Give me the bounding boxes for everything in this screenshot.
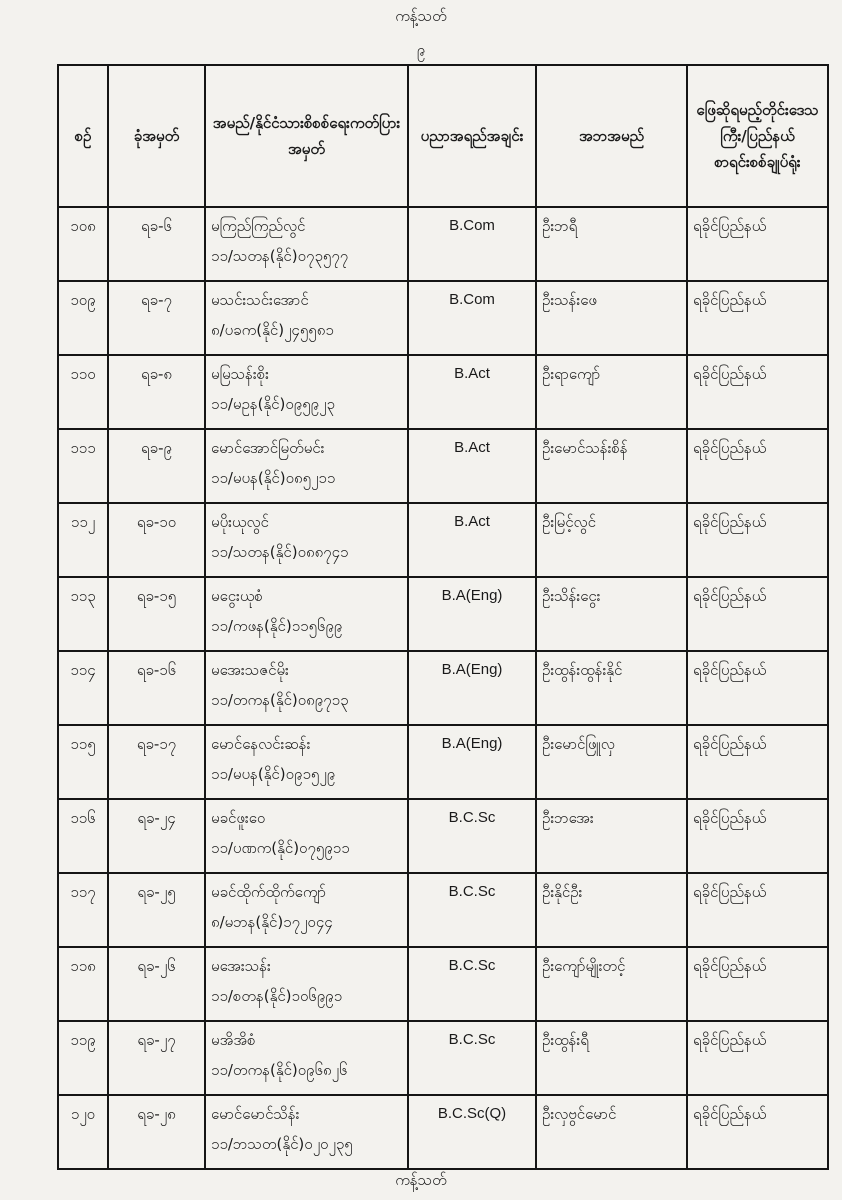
table-row (58, 429, 828, 503)
degree: B.Com (408, 207, 536, 281)
nrc-number: ၁၁/ကဖန(နိုင်)၁၁၅၆၉၉ (211, 617, 343, 635)
table-row (58, 207, 828, 281)
roll-number: ရခ-၁၅ (108, 577, 205, 651)
father-name: ဦးမောင်သန်းစိန် (536, 429, 687, 503)
header-degree: ပညာအရည်အချင်း (408, 65, 536, 207)
table-row (58, 503, 828, 577)
row-number: ၁၂၀ (58, 1095, 108, 1169)
father-name: ဦးသိန်းငွေး (536, 577, 687, 651)
exam-region: ရခိုင်ပြည်နယ် (687, 355, 828, 429)
degree: B.C.Sc (408, 873, 536, 947)
row-number: ၁၁၁ (58, 429, 108, 503)
exam-region: ရခိုင်ပြည်နယ် (687, 429, 828, 503)
exam-region: ရခိုင်ပြည်နယ် (687, 577, 828, 651)
nrc-number: ၈/မဘန(နိုင်)၁၇၂၀၄၄ (211, 913, 333, 931)
father-name: ဦးသန်းဖေ (536, 281, 687, 355)
name-nrc-cell (205, 1095, 408, 1169)
nrc-number: ၁၁/တကန(နိုင်)၀၉၆၈၂၆ (211, 1061, 348, 1079)
row-number: ၁၀၉ (58, 281, 108, 355)
roll-number: ရခ-၁၀ (108, 503, 205, 577)
table-row (58, 1021, 828, 1095)
father-name: ဦးထွန်းရီ (536, 1021, 687, 1095)
table-row (58, 355, 828, 429)
candidate-name: မပိုးယုလွင် (211, 513, 269, 531)
father-name: ဦးရာကျော် (536, 355, 687, 429)
exam-region: ရခိုင်ပြည်နယ် (687, 1095, 828, 1169)
roll-number: ရခ-၆ (108, 207, 205, 281)
father-name: ဦးမြင့်လွင် (536, 503, 687, 577)
exam-region: ရခိုင်ပြည်နယ် (687, 725, 828, 799)
exam-region: ရခိုင်ပြည်နယ် (687, 207, 828, 281)
degree: B.A(Eng) (408, 725, 536, 799)
roll-number: ရခ-၂၇ (108, 1021, 205, 1095)
row-number: ၁၀၈ (58, 207, 108, 281)
header-no: စဉ် (58, 65, 108, 207)
candidate-name: မသင်းသင်းအောင် (211, 291, 309, 309)
row-number: ၁၁၀ (58, 355, 108, 429)
name-nrc-cell (205, 355, 408, 429)
exam-region: ရခိုင်ပြည်နယ် (687, 947, 828, 1021)
roll-number: ရခ-၂၅ (108, 873, 205, 947)
row-number: ၁၁၂ (58, 503, 108, 577)
name-nrc-cell (205, 281, 408, 355)
exam-region: ရခိုင်ပြည်နယ် (687, 281, 828, 355)
name-nrc-cell (205, 503, 408, 577)
table-row (58, 577, 828, 651)
name-nrc-cell (205, 577, 408, 651)
degree: B.Com (408, 281, 536, 355)
table-row (58, 281, 828, 355)
roll-number: ရခ-၁၆ (108, 651, 205, 725)
candidate-name: မငွေးယုစံ (211, 587, 263, 605)
candidate-name: မခင်ဖူးဝေ (211, 809, 266, 827)
father-name: ဦးမောင်ဖြူလှ (536, 725, 687, 799)
degree: B.C.Sc (408, 799, 536, 873)
nrc-number: ၈/ပခက(နိုင်)၂၄၅၅၈၁ (211, 321, 334, 339)
row-number: ၁၁၇ (58, 873, 108, 947)
exam-region: ရခိုင်ပြည်နယ် (687, 503, 828, 577)
row-number: ၁၁၅ (58, 725, 108, 799)
roll-number: ရခ-၂၆ (108, 947, 205, 1021)
degree: B.Act (408, 355, 536, 429)
candidate-name: မောင်နေလင်းဆန်း (211, 735, 311, 753)
table-row (58, 873, 828, 947)
table-row (58, 947, 828, 1021)
restricted-header: ကန့်သတ် (395, 7, 447, 25)
page-number: ၉ (416, 41, 426, 59)
table-header-row (58, 65, 828, 207)
father-name: ဦးထွန်းထွန်းနိုင် (536, 651, 687, 725)
table-body (58, 207, 828, 1169)
degree: B.A(Eng) (408, 577, 536, 651)
roll-number: ရခ-၇ (108, 281, 205, 355)
nrc-number: ၁၁/သတန(နိုင်)၀၇၃၅၇၇ (211, 247, 349, 265)
exam-region: ရခိုင်ပြည်နယ် (687, 799, 828, 873)
nrc-number: ၁၁/စတန(နိုင်)၁၀၆၉၉၁ (211, 987, 343, 1005)
candidate-name: မမြသန်းစိုး (211, 365, 269, 383)
row-number: ၁၁၄ (58, 651, 108, 725)
name-nrc-cell (205, 651, 408, 725)
father-name: ဦးလှဗွင်မောင် (536, 1095, 687, 1169)
nrc-number: ၁၁/မပန(နိုင်)၀၈၅၂၁၁ (211, 469, 336, 487)
nrc-number: ၁၁/ဘသတ(နိုင်)၀၂၀၂၃၅ (211, 1135, 353, 1153)
candidate-name: မအေးသဇင်မိုး (211, 661, 289, 679)
table-row (58, 799, 828, 873)
candidate-name: မောင်မောင်သိန်း (211, 1105, 300, 1123)
exam-region: ရခိုင်ပြည်နယ် (687, 1021, 828, 1095)
candidate-name: မကြည်ကြည်လွင် (211, 217, 306, 235)
name-nrc-cell (205, 947, 408, 1021)
nrc-number: ၁၁/မပန(နိုင်)၀၉၁၅၂၉ (211, 765, 336, 783)
degree: B.C.Sc(Q) (408, 1095, 536, 1169)
row-number: ၁၁၉ (58, 1021, 108, 1095)
father-name: ဦးကျော်မျိုးတင့် (536, 947, 687, 1021)
header-roll: ခုံအမှတ် (108, 65, 205, 207)
roll-number: ရခ-၉ (108, 429, 205, 503)
roll-number: ရခ-၂၈ (108, 1095, 205, 1169)
exam-region: ရခိုင်ပြည်နယ် (687, 651, 828, 725)
table-row (58, 725, 828, 799)
restricted-footer: ကန့်သတ် (395, 1171, 447, 1189)
nrc-number: ၁၁/တကန(နိုင်)၀၈၉၇၁၃ (211, 691, 349, 709)
candidate-name: မအေးသန်း (211, 957, 271, 975)
row-number: ၁၁၆ (58, 799, 108, 873)
candidate-name: မခင်ထိုက်ထိုက်ကျော် (211, 883, 327, 901)
name-nrc-cell (205, 429, 408, 503)
roll-number: ရခ-၂၄ (108, 799, 205, 873)
roll-number: ရခ-၈ (108, 355, 205, 429)
degree: B.Act (408, 429, 536, 503)
exam-region: ရခိုင်ပြည်နယ် (687, 873, 828, 947)
degree: B.A(Eng) (408, 651, 536, 725)
degree: B.Act (408, 503, 536, 577)
father-name: ဦးဘအေး (536, 799, 687, 873)
nrc-number: ၁၁/မဥန(နိုင်)၀၉၅၉၂၃ (211, 395, 335, 413)
name-nrc-cell (205, 725, 408, 799)
table-row (58, 1095, 828, 1169)
degree: B.C.Sc (408, 947, 536, 1021)
nrc-number: ၁၁/သတန(နိုင်)၀၈၈၇၄၁ (211, 543, 349, 561)
header-father: အဘအမည် (536, 65, 687, 207)
candidate-name: မအိအိစံ (211, 1031, 256, 1049)
degree: B.C.Sc (408, 1021, 536, 1095)
name-nrc-cell (205, 799, 408, 873)
father-name: ဦးဘရီ (536, 207, 687, 281)
candidate-table (57, 64, 829, 1170)
header-region: ဖြေဆိုရမည့်တိုင်းဒေသကြီး/ပြည်နယ်စာရင်းစစ်ချုပ်ရုံး (687, 65, 828, 207)
row-number: ၁၁၃ (58, 577, 108, 651)
header-name-nrc: အမည်/နိုင်ငံသားစိစစ်ရေးကတ်ပြားအမှတ် (205, 65, 408, 207)
nrc-number: ၁၁/ပဏက(နိုင်)၀၇၅၉၁၁ (211, 839, 350, 857)
table-row (58, 651, 828, 725)
roll-number: ရခ-၁၇ (108, 725, 205, 799)
father-name: ဦးနိုင်ဦး (536, 873, 687, 947)
candidate-name: မောင်အောင်မြတ်မင်း (211, 439, 325, 457)
row-number: ၁၁၈ (58, 947, 108, 1021)
name-nrc-cell (205, 873, 408, 947)
name-nrc-cell (205, 207, 408, 281)
name-nrc-cell (205, 1021, 408, 1095)
